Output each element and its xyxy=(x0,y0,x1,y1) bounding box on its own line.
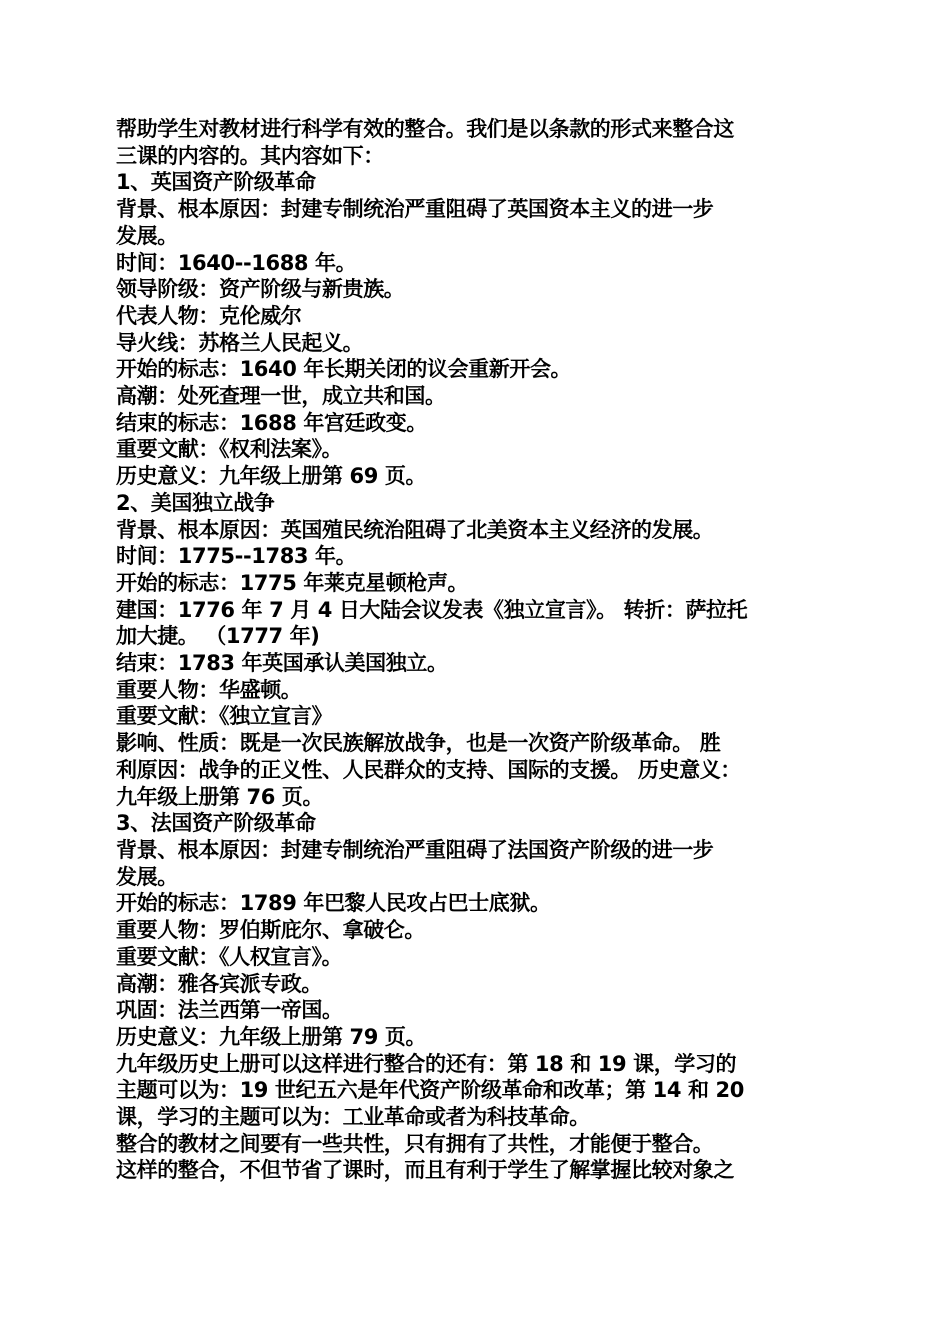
text-line: 高潮：处死查理一世，成立共和国。 xyxy=(116,384,446,409)
text-line: 整合的教材之间要有一些共性，只有拥有了共性，才能便于整合。 xyxy=(116,1131,714,1156)
document-body xyxy=(116,116,836,1184)
text-line: 建国：1776 年 7 月 4 日大陆会议发表《独立宣言》。 转折：萨拉托 xyxy=(116,597,748,622)
text-line: 历史意义：九年级上册第 69 页。 xyxy=(116,464,427,489)
text-line: 主题可以为：19 世纪五六是年代资产阶级革命和改革；第 14 和 20 xyxy=(116,1078,744,1103)
text-line: 领导阶级：资产阶级与新贵族。 xyxy=(116,277,405,302)
text-line: 三课的内容的。其内容如下： xyxy=(116,143,384,168)
text-line: 利原因：战争的正义性、人民群众的支持、国际的支援。 历史意义： xyxy=(116,757,741,782)
text-line: 发展。 xyxy=(116,223,178,248)
text-line: 背景、根本原因：封建专制统治严重阻碍了法国资产阶级的进一步 xyxy=(116,837,714,862)
text-line: 课，学习的主题可以为：工业革命或者为科技革命。 xyxy=(116,1105,590,1130)
text-line: 九年级上册第 76 页。 xyxy=(116,784,324,809)
text-line: 重要文献：《权利法案》。 xyxy=(116,437,343,462)
text-line: 影响、性质：既是一次民族解放战争，也是一次资产阶级革命。 胜 xyxy=(116,731,721,756)
text-line: 这样的整合，不但节省了课时，而且有利于学生了解掌握比较对象之 xyxy=(116,1158,734,1183)
text-line: 代表人物：克伦威尔 xyxy=(116,303,302,328)
text-line: 重要文献：《独立宣言》 xyxy=(116,704,333,729)
section-heading: 3、法国资产阶级革命 xyxy=(116,811,316,836)
text-line: 开始的标志：1775 年莱克星顿枪声。 xyxy=(116,570,469,595)
text-line: 高潮：雅各宾派专政。 xyxy=(116,971,322,996)
text-line: 背景、根本原因：英国殖民统治阻碍了北美资本主义经济的发展。 xyxy=(116,517,714,542)
text-line: 加大捷。 （1777 年) xyxy=(116,624,320,649)
text-line: 背景、根本原因：封建专制统治严重阻碍了英国资本主义的进一步 xyxy=(116,197,714,222)
text-line: 巩固：法兰西第一帝国。 xyxy=(116,998,343,1023)
section-heading: 1、英国资产阶级革命 xyxy=(116,170,316,195)
text-line: 帮助学生对教材进行科学有效的整合。我们是以条款的形式来整合这 xyxy=(116,117,734,141)
text-line: 重要人物：华盛顿。 xyxy=(116,677,302,702)
text-line: 重要人物：罗伯斯庇尔、拿破仑。 xyxy=(116,918,425,943)
section-heading: 2、美国独立战争 xyxy=(116,490,275,515)
text-line: 九年级历史上册可以这样进行整合的还有：第 18 和 19 课，学习的 xyxy=(116,1051,737,1076)
text-line: 开始的标志：1640 年长期关闭的议会重新开会。 xyxy=(116,357,572,382)
text-line: 时间：1775--1783 年。 xyxy=(116,544,357,569)
text-line: 结束：1783 年英国承认美国独立。 xyxy=(116,651,448,676)
text-line: 时间：1640--1688 年。 xyxy=(116,250,357,275)
text-line: 重要文献：《人权宣言》。 xyxy=(116,944,343,969)
text-line: 发展。 xyxy=(116,864,178,889)
text-line: 历史意义：九年级上册第 79 页。 xyxy=(116,1024,427,1049)
text-line: 开始的标志：1789 年巴黎人民攻占巴士底狱。 xyxy=(116,891,551,916)
text-line: 结束的标志：1688 年宫廷政变。 xyxy=(116,410,427,435)
text-line: 导火线：苏格兰人民起义。 xyxy=(116,330,364,355)
